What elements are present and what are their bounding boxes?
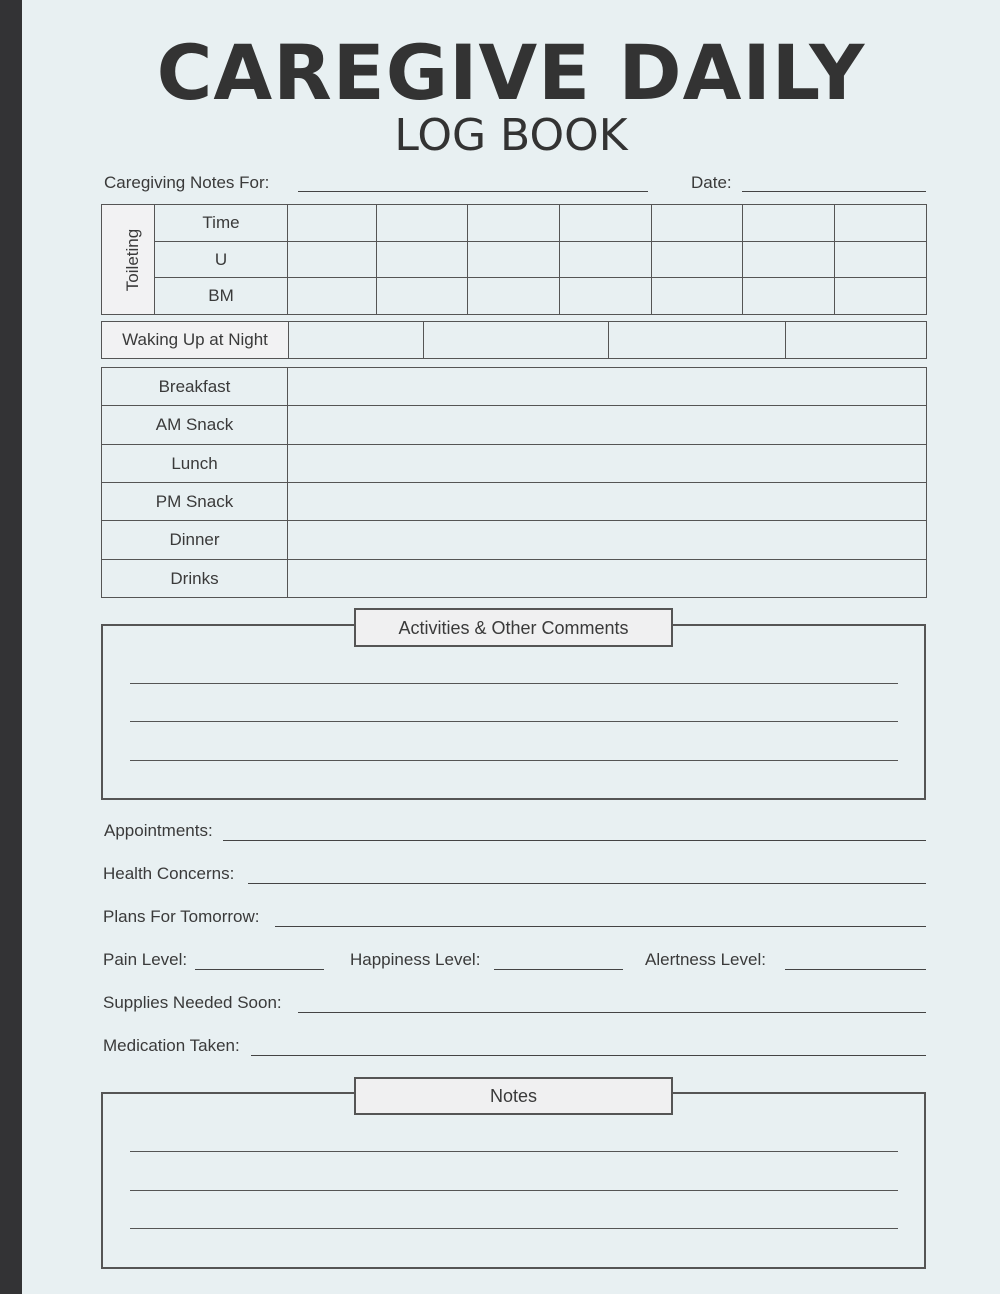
meal-label-lunch: Lunch	[102, 445, 288, 483]
meal-entry[interactable]	[288, 483, 927, 521]
waking-label: Waking Up at Night	[102, 322, 289, 359]
notes-line[interactable]	[130, 1228, 898, 1229]
meal-entry[interactable]	[288, 406, 927, 445]
pain-level-field[interactable]	[195, 969, 324, 970]
meal-entry[interactable]	[288, 521, 927, 560]
toileting-cell[interactable]	[560, 205, 652, 242]
toileting-cell[interactable]	[743, 205, 835, 242]
meal-label-pm-snack: PM Snack	[102, 483, 288, 521]
toileting-cell[interactable]	[835, 278, 927, 315]
alertness-level-label: Alertness Level:	[645, 950, 766, 969]
date-field[interactable]	[742, 191, 926, 192]
meals-table	[101, 367, 927, 598]
date-label: Date:	[691, 173, 732, 192]
activities-box	[101, 624, 926, 800]
health-concerns-field[interactable]	[248, 883, 926, 884]
notes-for-label: Caregiving Notes For:	[104, 173, 270, 192]
page-subtitle: LOG BOOK	[394, 110, 628, 161]
meal-entry[interactable]	[288, 445, 927, 483]
medication-taken-label: Medication Taken:	[103, 1036, 240, 1055]
toileting-cell[interactable]	[743, 242, 835, 278]
toileting-cell[interactable]	[377, 205, 468, 242]
meal-entry[interactable]	[288, 368, 927, 406]
waking-cell[interactable]	[609, 322, 786, 359]
notes-line[interactable]	[130, 1151, 898, 1152]
activities-line[interactable]	[130, 721, 898, 722]
toileting-cell[interactable]	[835, 242, 927, 278]
toileting-cell[interactable]	[288, 205, 377, 242]
toileting-cell[interactable]	[377, 278, 468, 315]
waking-table	[101, 321, 927, 359]
meal-label-drinks: Drinks	[102, 560, 288, 598]
plans-tomorrow-field[interactable]	[275, 926, 926, 927]
toileting-cell[interactable]	[288, 242, 377, 278]
toileting-row-time: Time	[155, 205, 288, 242]
toileting-table	[101, 204, 927, 315]
supplies-needed-label: Supplies Needed Soon:	[103, 993, 282, 1012]
toileting-label: Toileting	[123, 228, 143, 291]
notes-for-field[interactable]	[298, 191, 648, 192]
toileting-cell[interactable]	[652, 278, 743, 315]
toileting-cell[interactable]	[652, 242, 743, 278]
toileting-cell[interactable]	[468, 242, 560, 278]
toileting-cell[interactable]	[652, 205, 743, 242]
health-concerns-label: Health Concerns:	[103, 864, 235, 883]
meal-label-breakfast: Breakfast	[102, 368, 288, 406]
toileting-cell[interactable]	[468, 205, 560, 242]
activities-line[interactable]	[130, 760, 898, 761]
toileting-cell[interactable]	[560, 242, 652, 278]
appointments-field[interactable]	[223, 840, 926, 841]
toileting-cell[interactable]	[560, 278, 652, 315]
meal-label-dinner: Dinner	[102, 521, 288, 560]
pain-level-label: Pain Level:	[103, 950, 188, 969]
medication-taken-field[interactable]	[251, 1055, 926, 1056]
toileting-row-bm: BM	[155, 278, 288, 315]
happiness-level-label: Happiness Level:	[350, 950, 481, 969]
activities-title: Activities & Other Comments	[354, 608, 673, 647]
notes-line[interactable]	[130, 1190, 898, 1191]
notes-title: Notes	[354, 1077, 673, 1115]
waking-cell[interactable]	[289, 322, 424, 359]
toileting-cell[interactable]	[377, 242, 468, 278]
toileting-cell[interactable]	[288, 278, 377, 315]
activities-line[interactable]	[130, 683, 898, 684]
toileting-cell[interactable]	[468, 278, 560, 315]
book-spine	[0, 0, 22, 1294]
meal-label-am-snack: AM Snack	[102, 406, 288, 445]
toileting-cell[interactable]	[743, 278, 835, 315]
plans-tomorrow-label: Plans For Tomorrow:	[103, 907, 260, 926]
toileting-section-label	[102, 205, 155, 315]
happiness-level-field[interactable]	[494, 969, 623, 970]
alertness-level-field[interactable]	[785, 969, 926, 970]
notes-box	[101, 1092, 926, 1269]
toileting-cell[interactable]	[835, 205, 927, 242]
waking-cell[interactable]	[424, 322, 609, 359]
meal-entry[interactable]	[288, 560, 927, 598]
waking-cell[interactable]	[786, 322, 927, 359]
toileting-row-u: U	[155, 242, 288, 278]
supplies-needed-field[interactable]	[298, 1012, 926, 1013]
page-title: CAREGIVE DAILY	[156, 28, 866, 117]
appointments-label: Appointments:	[104, 821, 213, 840]
